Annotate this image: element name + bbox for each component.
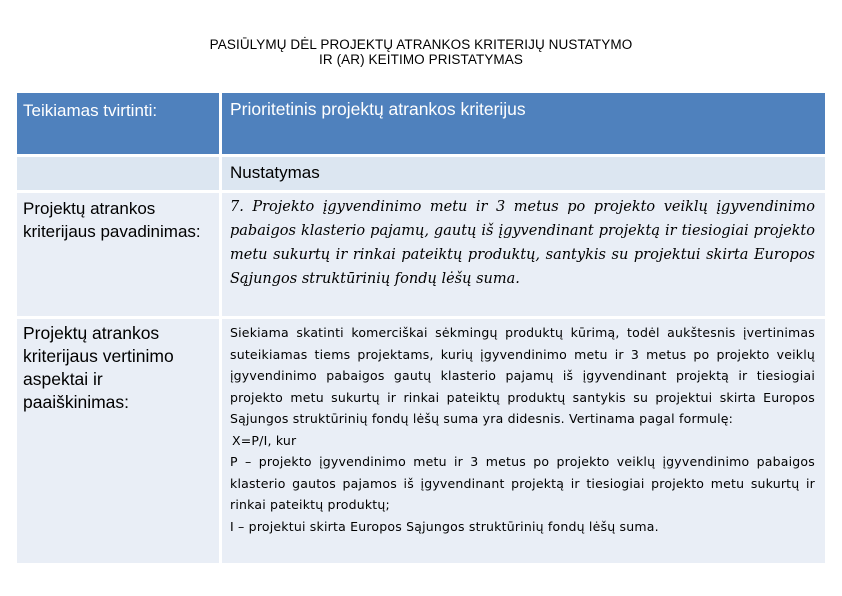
header-label-cell [17,93,219,154]
p-definition: P – projekto įgyvendinimo metu ir 3 metus po projekto veiklų įgyvendinimo pabaigos klasterio gautos pajamos iš įgyvendinant projektą ir tiesiogiai projekto metu sukurtų ir rinkai pateiktų produktų; [230,454,815,512]
title-line-2: IR (AR) KEITIMO PRISTATYMAS [319,52,523,67]
action-value: Nustatymas [230,163,320,182]
header-label: Teikiamas tvirtinti: [23,101,158,120]
action-blank-cell [17,157,219,190]
action-cell [222,157,825,190]
document-title [0,37,842,67]
criterion-name-label: Projektų atrankos kriterijaus pavadinimas: [23,199,201,241]
title-line-1: PASIŪLYMŲ DĖL PROJEKTŲ ATRANKOS KRITERIJŲ NUSTATYMO [209,37,633,52]
evaluation-text [222,319,825,537]
header-value: Prioritetinis projektų atrankos kriterijus [230,99,526,119]
criterion-name-label-cell [17,193,219,316]
criterion-name-cell [222,193,825,316]
evaluation-label-cell [17,319,219,563]
evaluation-label: Projektų atrankos kriterijaus vertinimo aspektai ir paaiškinimas: [23,323,174,412]
i-definition: I – projektui skirta Europos Sąjungos struktūrinių fondų lėšų suma. [230,518,659,534]
formula: X=P/I, kur [232,432,297,448]
evaluation-cell [222,319,825,563]
criterion-name-value: 7. Projekto įgyvendinimo metu ir 3 metus po projekto veiklų įgyvendinimo pabaigos klasterio pajamų, gautų iš įgyvendinant projektą ir tiesiogiai projekto metu sukurtų ir rinkai pateiktų produktų, santykis su projektui skirta Europos Sąjungos struktūrinių fondų lėšų suma. [230,199,815,287]
header-value-cell [222,93,825,154]
evaluation-paragraph: Siekiama skatinti komerciškai sėkmingų produktų kūrimą, todėl aukštesnis įvertinimas suteikiamas tiems projektams, kurių įgyvendinimo metu ir 3 metus po projekto veiklų įgyvendinimo pabaigos gautų klasterio pajamų iš įgyvendinant projektą ir tiesiogiai projekto metu sukurtų ir rinkai pateiktų produktų santykis su projektui skirta Europos Sąjungos struktūrinių fondų lėšų suma yra didesnis. Vertinama pagal formulę: [230,325,815,426]
